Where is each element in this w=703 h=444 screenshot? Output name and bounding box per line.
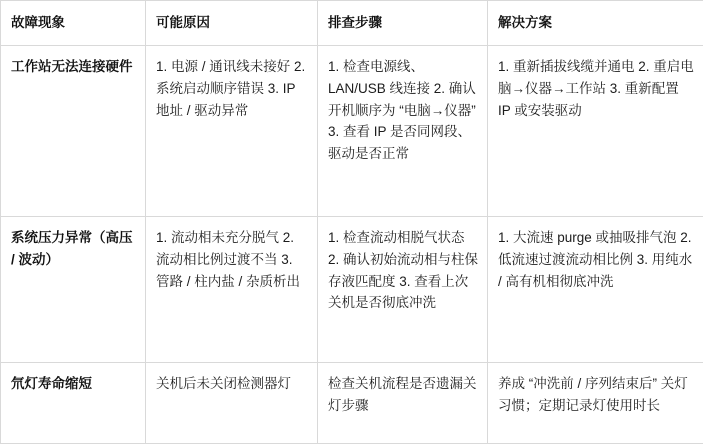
cell-solution: 养成 “冲洗前 / 序列结束后” 关灯习惯；定期记录灯使用时长 <box>488 362 703 443</box>
column-header-steps: 排查步骤 <box>318 1 488 46</box>
table-header-row <box>1 1 703 46</box>
cell-cause: 1. 流动相未充分脱气 2. 流动相比例过渡不当 3. 管路 / 柱内盐 / 杂质析出 <box>146 216 318 362</box>
cell-solution: 1. 大流速 purge 或抽吸排气泡 2. 低流速过渡流动相比例 3. 用纯水 / 高有机相彻底冲洗 <box>488 216 703 362</box>
column-header-symptom: 故障现象 <box>1 1 146 46</box>
cell-cause: 1. 电源 / 通讯线未接好 2. 系统启动顺序错误 3. IP 地址 / 驱动异常 <box>146 45 318 216</box>
cell-steps: 1. 检查电源线、LAN/USB 线连接 2. 确认开机顺序为 “电脑→仪器” 3. 查看 IP 是否同网段、驱动是否正常 <box>318 45 488 216</box>
cell-steps: 1. 检查流动相脱气状态 2. 确认初始流动相与柱保存液匹配度 3. 查看上次关机是否彻底冲洗 <box>318 216 488 362</box>
cell-symptom: 系统压力异常（高压 / 波动） <box>1 216 146 362</box>
table-row <box>1 45 703 216</box>
column-header-solution: 解决方案 <box>488 1 703 46</box>
table-body <box>1 45 703 443</box>
column-header-cause: 可能原因 <box>146 1 318 46</box>
cell-symptom: 氘灯寿命缩短 <box>1 362 146 443</box>
table-row <box>1 362 703 443</box>
cell-steps: 检查关机流程是否遗漏关灯步骤 <box>318 362 488 443</box>
table-row <box>1 216 703 362</box>
cell-solution: 1. 重新插拔线缆并通电 2. 重启电脑→仪器→工作站 3. 重新配置 IP 或安装驱动 <box>488 45 703 216</box>
cell-symptom: 工作站无法连接硬件 <box>1 45 146 216</box>
cell-cause: 关机后未关闭检测器灯 <box>146 362 318 443</box>
table-header <box>1 1 703 46</box>
